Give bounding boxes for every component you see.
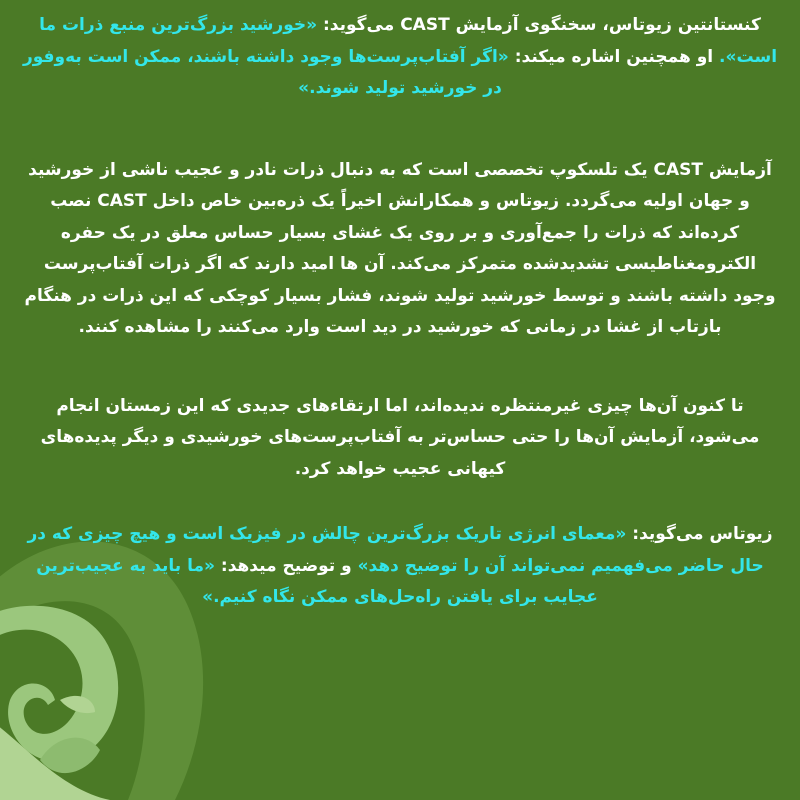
text-segment: او همچنین اشاره میکند:: [508, 46, 720, 67]
paragraph-upgrades: [22, 391, 778, 486]
quote-highlight: «خورشید بزرگ‌ترین منبع ذرات ما است».: [39, 15, 778, 67]
text-segment: تا کنون آن‌ها چیزی غیرمنتظره ندیده‌اند، اما ارتقاء‌های جدیدی که این زمستان انجام می‌شود، آزمایش آن‌ها را حتی حساس‌تر به آفتاب‌پرست‌های خورشیدی و دیگر پدیده‌های کیهانی عجیب خواهد کرد.: [40, 395, 760, 479]
quote-highlight: «ما باید به عجیب‌ترین عجایب برای یافتن راه‌حل‌های ممکن نگاه کنیم.»: [36, 555, 598, 607]
paragraph-quote-sun: [22, 10, 778, 105]
article-text: [22, 10, 778, 614]
paragraph-cast-description: [22, 155, 778, 344]
chameleon-tail: [0, 606, 118, 762]
text-segment: زیوتاس می‌گوید:: [626, 524, 773, 544]
text-segment: آزمایش CAST یک تلسکوپ تخصصی است که به دنبال ذرات نادر و عجیب ناشی از خورشید و جهان اولیه می‌گردد. زیوتاس و همکارانش اخیراً یک ذره‌بین خاص داخل CAST نصب کرده‌اند که ذرات را جمع‌آوری و بر روی یک غشای بسیار حساس معلق در یک حفره الکترومغناطیسی تشدیدشده متمرکز می‌کند. آن ها امید دارند که اگر ذرات آفتاب‌پرست وجود داشته باشند و توسط خورشید تولید شوند، فشار بسیار کوچکی که این ذرات در هنگام بازتاب از غشا در زمانی که خورشید در دید است وارد می‌کنند را مشاهده کنند.: [24, 159, 776, 337]
text-segment: و توضیح میدهد:: [214, 555, 358, 576]
quote-highlight: «معمای انرژی تاریک بزرگ‌ترین چالش در فیزیک است و هیچ چیزی که در حال حاضر می‌فهمیم نمی‌تواند آن را توضیح دهد»: [27, 524, 764, 576]
quote-highlight: «اگر آفتاب‌پرست‌ها وجود داشته باشند، ممکن است به‌وفور در خورشید تولید شوند.»: [22, 46, 509, 98]
text-segment: کنستانتین زیوتاس، سخنگوی آزمایش CAST می‌گوید:: [317, 15, 761, 35]
paragraph-dark-energy-quote: [22, 519, 778, 614]
